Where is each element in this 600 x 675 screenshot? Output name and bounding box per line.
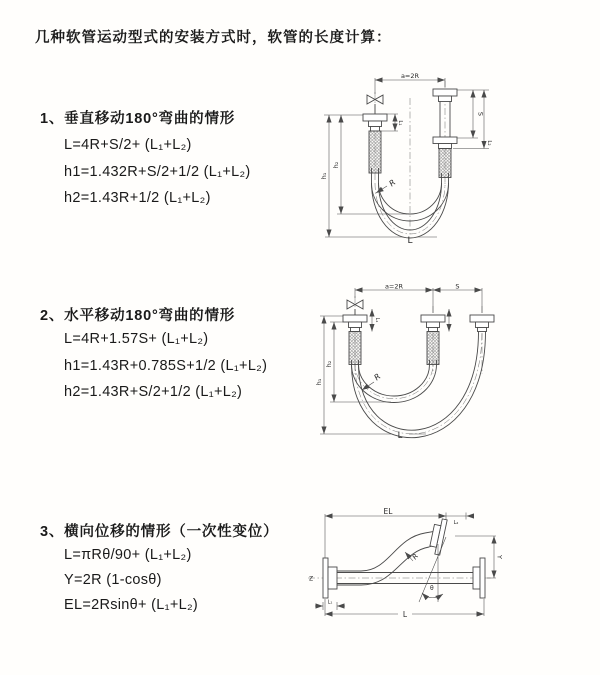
dim-label-a2r: a=2R bbox=[400, 72, 420, 80]
dimension-lines bbox=[320, 288, 482, 434]
dim-label-h1: h₁ bbox=[320, 172, 328, 180]
hose-loops bbox=[352, 332, 486, 438]
left-hose-braid bbox=[369, 131, 381, 173]
formula-line: Y=2R (1-cosθ) bbox=[64, 572, 162, 588]
dim-label-r: R bbox=[410, 552, 421, 562]
formula-line: L=4R+1.57S+ (L₁+L₂) bbox=[64, 331, 209, 347]
formula-line: h1=1.432R+S/2+1/2 (L₁+L₂) bbox=[64, 164, 251, 180]
dim-label-r: R bbox=[387, 177, 398, 189]
dim-label-h2: h₂ bbox=[332, 161, 340, 169]
dim-label-theta: θ bbox=[430, 585, 434, 592]
dimension-lines bbox=[315, 513, 496, 617]
formula-line: h2=1.43R+S/2+1/2 (L₁+L₂) bbox=[64, 384, 243, 400]
diagram-vertical-180-bend bbox=[310, 68, 550, 258]
right-hose-braid bbox=[439, 149, 451, 178]
left-hose-braid bbox=[349, 332, 361, 365]
left-pipe-flange bbox=[363, 114, 387, 131]
middle-pipe-flange bbox=[421, 315, 445, 332]
section-3-heading: 3、横向位移的情形（一次性变位） bbox=[40, 524, 279, 540]
formula-line: EL=2Rsinθ+ (L₁+L₂) bbox=[64, 597, 199, 613]
dim-label-l1: L₁ bbox=[397, 120, 403, 126]
formula-line: L=πRθ/90+ (L₁+L₂) bbox=[64, 547, 192, 563]
right-pipe-flange bbox=[470, 315, 494, 332]
dim-label-l: L bbox=[407, 236, 413, 246]
dim-label-r: R bbox=[372, 371, 383, 383]
diagram-lateral-displacement bbox=[303, 506, 503, 626]
dim-label-el: EL bbox=[383, 507, 393, 516]
formula-line: L=4R+S/2+ (L₁+L₂) bbox=[64, 137, 192, 153]
centerline-z-mark: Z bbox=[309, 575, 314, 583]
dim-label-h2: h₂ bbox=[325, 360, 333, 368]
dimension-lines bbox=[324, 78, 489, 237]
dim-label-l1: L₁ bbox=[374, 317, 380, 323]
page-title: 几种软管运动型式的安装方式时，软管的长度计算： bbox=[35, 30, 392, 46]
dim-label-l: L bbox=[402, 610, 408, 619]
dim-label-l: L bbox=[397, 431, 403, 441]
dim-label-l2: L₂ bbox=[486, 140, 492, 146]
formula-line: h2=1.43R+1/2 (L₁+L₂) bbox=[64, 190, 211, 206]
dim-label-l2: L₂ bbox=[453, 520, 459, 526]
section-2-heading: 2、水平移动180°弯曲的情形 bbox=[40, 308, 236, 324]
dim-label-l1: L₁ bbox=[327, 599, 333, 606]
dim-label-a2r: a=2R bbox=[384, 282, 404, 291]
middle-hose-braid bbox=[427, 332, 439, 365]
dim-label-s: S bbox=[455, 282, 460, 291]
dim-label-s: S bbox=[476, 111, 485, 117]
dim-label-y: Y bbox=[495, 555, 503, 559]
section-1-heading: 1、垂直移动180°弯曲的情形 bbox=[40, 111, 236, 127]
formula-line: h1=1.43R+0.785S+1/2 (L₁+L₂) bbox=[64, 358, 268, 374]
centerlines bbox=[375, 81, 445, 234]
displaced-hose-curve bbox=[361, 531, 437, 585]
dim-label-h1: h₁ bbox=[315, 378, 323, 386]
diagram-horizontal-180-bend bbox=[315, 282, 500, 442]
left-pipe-flange bbox=[343, 315, 367, 332]
